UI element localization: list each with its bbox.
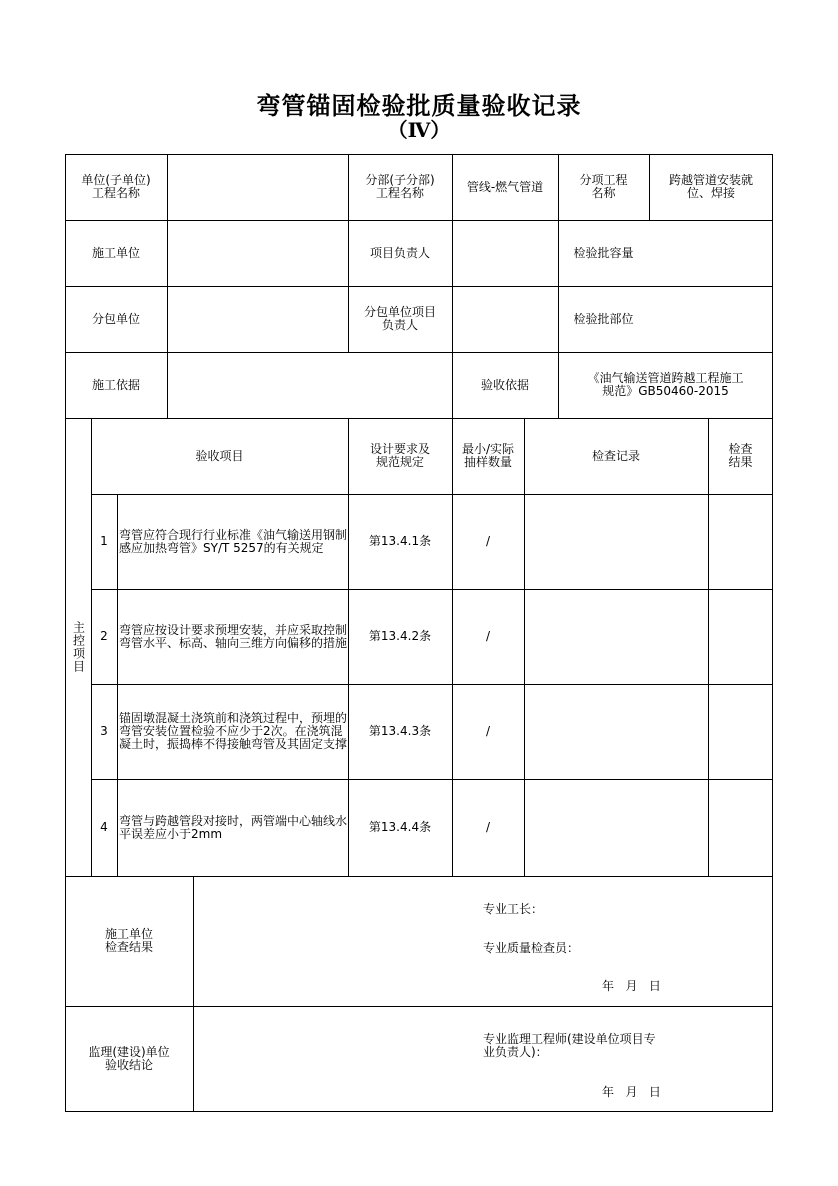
record-table bbox=[65, 154, 773, 1112]
column-header-item: 验收项目 bbox=[195, 448, 244, 463]
item-description: 锚固墩混凝土浇筑前和浇筑过程中，预埋的弯管安装位置检验不应少于2次。在浇筑混凝土时，振捣棒不得接触弯管及其固定支撑 bbox=[119, 711, 348, 751]
acceptance-basis-value: 《油气输送管道跨越工程施工 规范》GB50460-2015 bbox=[587, 371, 744, 398]
construction-basis-value bbox=[167, 352, 452, 418]
unit-name-value bbox=[167, 154, 348, 220]
subitem-name-value: 跨越管道安装就 位、焊接 bbox=[668, 173, 753, 200]
item-sample: / bbox=[485, 724, 491, 738]
item-number: 3 bbox=[100, 724, 108, 738]
item-number: 2 bbox=[100, 629, 108, 643]
column-header-design: 设计要求及 规范规定 bbox=[369, 442, 430, 469]
project-manager-value bbox=[452, 220, 558, 286]
item-clause: 第13.4.1条 bbox=[368, 534, 432, 548]
batch-capacity-value bbox=[649, 220, 773, 286]
batch-capacity-label: 检验批容量 bbox=[573, 245, 634, 260]
item-description: 弯管应按设计要求预埋安装，并应采取控制弯管水平、标高、轴向三维方向偏移的措施 bbox=[119, 622, 348, 650]
project-manager-label: 项目负责人 bbox=[369, 245, 430, 260]
supervisor-date: 年 月 日 bbox=[602, 1085, 661, 1099]
column-header-result: 检查 结果 bbox=[728, 442, 753, 469]
division-name-value: 管线-燃气管道 bbox=[466, 179, 544, 194]
item-number: 1 bbox=[100, 534, 108, 548]
supervising-engineer-label: 专业监理工程师(建设单位项目专 业负责人)： bbox=[483, 1032, 656, 1059]
item-number: 4 bbox=[100, 820, 108, 834]
supervisor-conclusion-label: 监理(建设)单位 验收结论 bbox=[88, 1045, 170, 1072]
contractor-date: 年 月 日 bbox=[602, 979, 661, 993]
construction-basis-label: 施工依据 bbox=[91, 377, 140, 392]
page-subtitle: （Ⅳ） bbox=[387, 118, 451, 142]
item-description: 弯管与跨越管段对接时，两管端中心轴线水平误差应小于2mm bbox=[119, 813, 348, 841]
item-clause: 第13.4.4条 bbox=[368, 820, 432, 834]
item-sample: / bbox=[485, 534, 491, 548]
batch-part-value bbox=[649, 286, 773, 352]
division-name-label: 分部(子分部) 工程名称 bbox=[365, 173, 435, 200]
unit-name-label: 单位(子单位) 工程名称 bbox=[81, 173, 151, 200]
main-control-group-label: 主控项目 bbox=[71, 621, 86, 673]
batch-part-label: 检验批部位 bbox=[573, 311, 634, 326]
contractor-label: 施工单位 bbox=[91, 245, 140, 260]
column-header-record: 检查记录 bbox=[591, 448, 640, 463]
contractor-value bbox=[167, 220, 348, 286]
subcontractor-label: 分包单位 bbox=[91, 311, 140, 326]
subcontractor-value bbox=[167, 286, 348, 352]
foreman-signature-label: 专业工长： bbox=[483, 902, 544, 916]
contractor-check-label: 施工单位 检查结果 bbox=[104, 927, 153, 954]
item-sample: / bbox=[485, 820, 491, 834]
item-sample: / bbox=[485, 629, 491, 643]
item-clause: 第13.4.2条 bbox=[368, 629, 432, 643]
acceptance-basis-label: 验收依据 bbox=[480, 377, 529, 392]
quality-inspector-label: 专业质量检查员： bbox=[483, 941, 580, 955]
sub-pm-label: 分包单位项目 负责人 bbox=[363, 305, 436, 332]
column-header-sample: 最小/实际 抽样数量 bbox=[461, 442, 515, 469]
page-title: 弯管锚固检验批质量验收记录 bbox=[256, 91, 582, 120]
item-description: 弯管应符合现行行业标准《油气输送用钢制感应加热弯管》SY/T 5257的有关规定 bbox=[119, 527, 348, 555]
subitem-name-label: 分项工程 名称 bbox=[579, 173, 628, 200]
sub-pm-value bbox=[452, 286, 558, 352]
item-clause: 第13.4.3条 bbox=[368, 724, 432, 738]
